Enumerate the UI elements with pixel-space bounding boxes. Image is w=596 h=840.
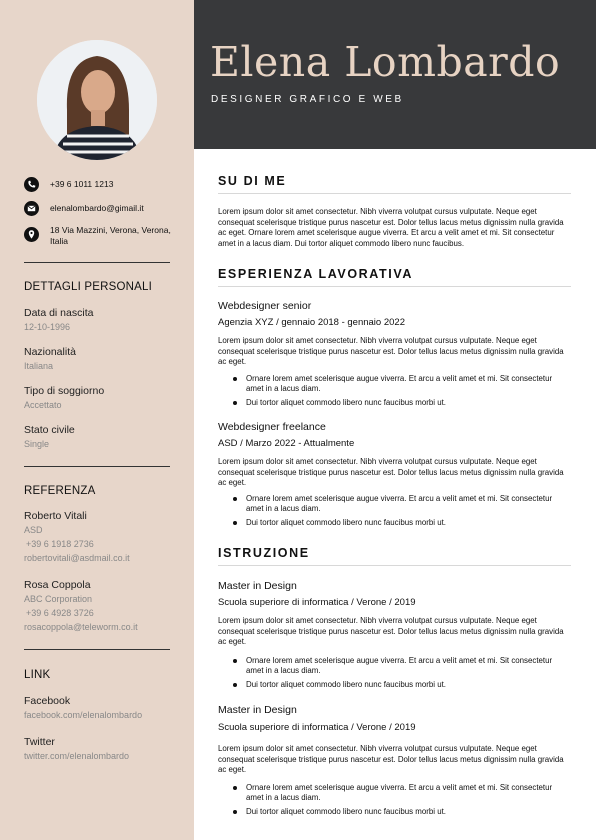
bullet-text: Dui tortor aliquet commodo libero nunc faucibus morbi ut.: [246, 680, 446, 689]
bullet-text: Ornare lorem amet scelerisque augue viverra. Et arcu a velit amet et mi. Sit consectetur amet in a lacus diam.: [246, 656, 553, 676]
education-description: Lorem ipsum dolor sit amet consectetur. Nibh viverra volutpat cursus vulputate. Neque eget consequat scelerisque tristique purus nascetur est. Dolor tellus lacus metus dignissim nulla gravida ac eget.: [218, 616, 564, 647]
personal-label: Tipo di soggiorno: [24, 385, 105, 397]
sidebar-divider: [24, 466, 170, 467]
candidate-name: Elena Lombardo: [210, 38, 561, 86]
section-divider: [218, 286, 571, 287]
candidate-role: DESIGNER GRAFICO E WEB: [211, 94, 404, 105]
job-description: Lorem ipsum dolor sit amet consectetur. Nibh viverra volutpat cursus vulputate. Neque eget consequat scelerisque tristique purus nascetur est. Dolor tellus lacus metus dignissim nulla gravida ac eget.: [218, 336, 564, 367]
education-title: Master in Design: [218, 580, 297, 592]
personal-value: Italiana: [24, 361, 54, 371]
link-url[interactable]: facebook.com/elenalombardo: [24, 710, 143, 720]
education-heading: ISTRUZIONE: [218, 546, 310, 560]
bullet-icon: [233, 497, 237, 501]
location-pin-icon: [24, 227, 39, 242]
job-title: Webdesigner senior: [218, 300, 312, 312]
reference-company: ASD: [24, 525, 43, 535]
personal-value: Accettato: [24, 400, 62, 410]
phone-icon: [24, 177, 39, 192]
education-description: Lorem ipsum dolor sit amet consectetur. Nibh viverra volutpat cursus vulputate. Neque eget consequat scelerisque tristique purus nascetur est. Dolor tellus lacus metus dignissim nulla gravida ac eget.: [218, 744, 564, 775]
bullet-text: Ornare lorem amet scelerisque augue viverra. Et arcu a velit amet et mi. Sit consectetur amet in a lacus diam.: [246, 494, 553, 514]
personal-label: Stato civile: [24, 424, 75, 436]
experience-heading: ESPERIENZA LAVORATIVA: [218, 267, 413, 281]
header-banner: [194, 0, 596, 149]
education-subtitle: Scuola superiore di informatica / Verone / 2019: [218, 722, 416, 733]
about-heading: SU DI ME: [218, 174, 287, 188]
mail-icon: [24, 201, 39, 216]
personal-value: Single: [24, 439, 50, 449]
link-url[interactable]: twitter.com/elenalombardo: [24, 751, 130, 761]
job-description: Lorem ipsum dolor sit amet consectetur. Nibh viverra volutpat cursus vulputate. Neque eget consequat scelerisque tristique purus nascetur est. Dolor tellus lacus metus dignissim nulla gravida ac eget.: [218, 457, 564, 488]
job-title: Webdesigner freelance: [218, 421, 326, 433]
sidebar-divider: [24, 262, 170, 263]
contact-phone-text: +39 6 1011 1213: [50, 179, 114, 189]
bullet-icon: [233, 683, 237, 687]
bullet-icon: [233, 401, 237, 405]
bullet-icon: [233, 521, 237, 525]
personal-heading: DETTAGLI PERSONALI: [24, 281, 152, 293]
bullet-text: Ornare lorem amet scelerisque augue viverra. Et arcu a velit amet et mi. Sit consectetur amet in a lacus diam.: [246, 783, 553, 803]
contact-email-text: elenalombardo@gimail.it: [50, 203, 144, 213]
personal-label: Nazionalità: [24, 346, 76, 358]
link-label: Facebook: [24, 695, 71, 707]
job-subtitle: Agenzia XYZ / gennaio 2018 - gennaio 2022: [218, 317, 405, 328]
reference-phone: +39 6 4928 3726: [26, 608, 94, 618]
personal-value: 12-10-1996: [24, 322, 71, 332]
personal-label: Data di nascita: [24, 307, 94, 319]
references-heading: REFERENZA: [24, 485, 96, 497]
bullet-text: Dui tortor aliquet commodo libero nunc faucibus morbi ut.: [246, 807, 446, 816]
education-subtitle: Scuola superiore di informatica / Verone / 2019: [218, 597, 416, 608]
reference-email: robertovitali@asdmail.co.it: [24, 553, 130, 563]
reference-phone: +39 6 1918 2736: [26, 539, 94, 549]
section-divider: [218, 565, 571, 566]
reference-name: Roberto Vitali: [24, 510, 87, 522]
link-label: Twitter: [24, 736, 55, 748]
bullet-text: Ornare lorem amet scelerisque augue viverra. Et arcu a velit amet et mi. Sit consectetur amet in a lacus diam.: [246, 374, 553, 394]
bullet-icon: [233, 786, 237, 790]
education-title: Master in Design: [218, 704, 297, 716]
profile-photo: [37, 40, 157, 160]
bullet-text: Dui tortor aliquet commodo libero nunc faucibus morbi ut.: [246, 398, 446, 407]
job-subtitle: ASD / Marzo 2022 - Attualmente: [218, 438, 355, 449]
bullet-icon: [233, 810, 237, 814]
about-text: Lorem ipsum dolor sit amet consectetur. Nibh viverra volutpat cursus vulputate. Neque eget consequat scelerisque tristique purus nascetur est. Dolor tellus lacus metus dignissim nulla gravida ac eget. Ornare lorem amet scelerisque augue viverra. Et arcu a velit amet et mi. Sit consectetur amet in a lacus diam. Dui tortor aliquet commodo libero nunc faucibus.: [218, 207, 564, 248]
reference-email: rosacoppola@teleworm.co.it: [24, 622, 138, 632]
bullet-icon: [233, 659, 237, 663]
section-divider: [218, 193, 571, 194]
bullet-icon: [233, 377, 237, 381]
contact-address-text: 18 Via Mazzini, Verona, Verona, Italia: [50, 225, 171, 246]
reference-company: ABC Corporation: [24, 594, 93, 604]
reference-name: Rosa Coppola: [24, 579, 91, 591]
sidebar-divider: [24, 649, 170, 650]
links-heading: LINK: [24, 669, 51, 681]
bullet-text: Dui tortor aliquet commodo libero nunc faucibus morbi ut.: [246, 518, 446, 527]
